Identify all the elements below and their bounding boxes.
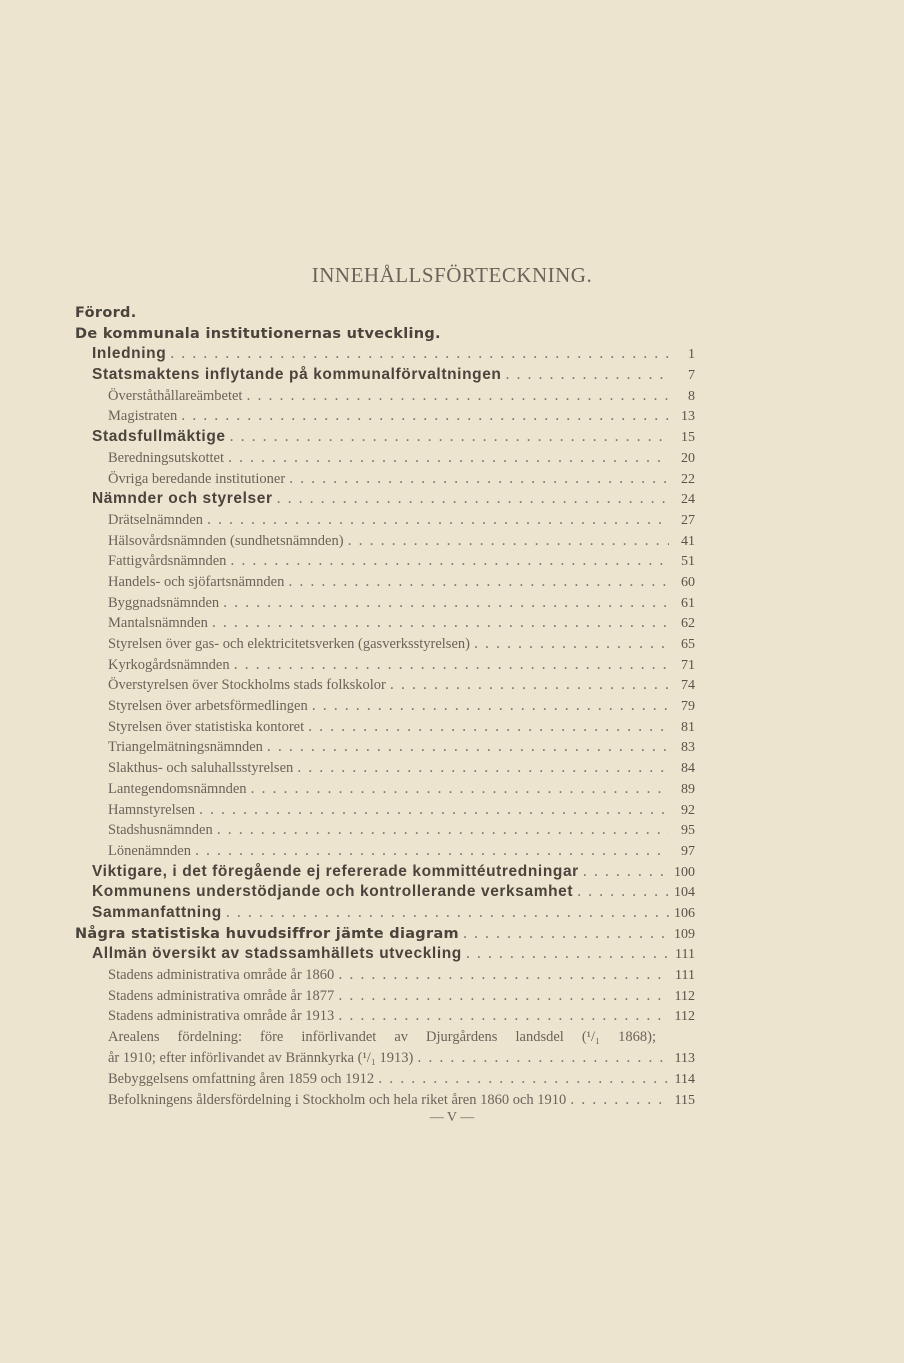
toc-page-number: 27 xyxy=(681,512,695,528)
toc-page-number: 51 xyxy=(681,554,695,570)
page-title: INNEHÅLLSFÖRTECKNING. xyxy=(311,263,593,287)
toc-entry xyxy=(75,448,695,469)
toc-entry xyxy=(75,820,695,841)
toc-entry xyxy=(75,1069,695,1090)
toc-entry-title: Handels- och sjöfartsnämnden xyxy=(108,573,285,590)
toc-page-number: 106 xyxy=(674,905,695,921)
toc-entry xyxy=(75,903,695,924)
toc-entry xyxy=(75,862,695,883)
toc-entry-title: Beredningsutskottet xyxy=(108,449,224,466)
dot-leader xyxy=(226,427,669,448)
toc-entry xyxy=(75,593,695,614)
dot-leader xyxy=(374,1069,669,1090)
dot-leader xyxy=(470,634,669,655)
toc-page-number: 84 xyxy=(681,761,695,777)
toc-page-number: 13 xyxy=(681,409,695,425)
dot-leader xyxy=(203,510,669,531)
toc-entry xyxy=(75,365,695,386)
toc-entry xyxy=(75,1090,695,1111)
toc-entry-title: Hamnstyrelsen xyxy=(108,801,195,818)
toc-entry-title: Lönenämnden xyxy=(108,842,191,859)
toc-page-number: 74 xyxy=(681,678,695,694)
dot-leader xyxy=(273,489,669,510)
dot-leader xyxy=(462,944,669,965)
dot-leader xyxy=(284,572,669,593)
toc-entry xyxy=(75,613,695,634)
toc-page-number: 100 xyxy=(674,864,695,880)
toc-page-number: 111 xyxy=(675,968,695,983)
toc-entry-title: Bebyggelsens omfattning åren 1859 och 1912 xyxy=(108,1071,375,1088)
dot-leader xyxy=(334,1006,669,1027)
toc-page-number: 62 xyxy=(681,616,695,632)
toc-entry xyxy=(75,489,695,510)
toc-page-number: 15 xyxy=(681,430,695,446)
toc-entry xyxy=(75,841,695,862)
toc-entry xyxy=(75,1027,695,1069)
toc-entry-title: Stadens administrativa område år 1877 xyxy=(108,987,335,1004)
toc-entry-title: Stadens administrativa område år 1913 xyxy=(108,1008,335,1025)
toc-entry-title: Några statistiska huvudsiffror jämte diagram xyxy=(75,925,459,942)
page-number-footer: — V — xyxy=(429,1110,475,1125)
toc-page-number: 24 xyxy=(681,492,695,508)
toc-entry xyxy=(75,882,695,903)
toc-entry-title: Slakthus- och saluhallsstyrelsen xyxy=(108,760,294,777)
toc-page-number: 89 xyxy=(681,781,695,797)
toc-entry xyxy=(75,427,695,448)
toc-page-number: 115 xyxy=(674,1093,695,1109)
toc-entry-title: Överstyrelsen över Stockholms stads folkskolor xyxy=(108,677,386,694)
toc-entry-title: Fattigvårdsnämnden xyxy=(108,553,227,570)
toc-entry-title: Byggnadsnämnden xyxy=(108,594,220,611)
toc-entry-title: Styrelsen över statistiska kontoret xyxy=(108,718,305,735)
toc-page-number: 95 xyxy=(681,823,695,839)
toc-entry-title: Arealens fördelning: före införlivandet av Djurgårdens landsdel (¹/₁ 1868); xyxy=(108,1029,656,1046)
toc-page-number: 41 xyxy=(681,533,695,549)
toc-entry xyxy=(75,696,695,717)
dot-leader xyxy=(195,800,669,821)
dot-leader xyxy=(191,841,669,862)
toc-entry-title: Statsmaktens inflytande på kommunalförvaltningen xyxy=(92,366,502,384)
toc-page-number: 1 xyxy=(688,347,695,363)
toc-entry xyxy=(75,551,695,572)
toc-page-number: 109 xyxy=(674,926,695,942)
toc-page-number: 114 xyxy=(674,1072,695,1088)
toc-entry xyxy=(75,531,695,552)
dot-leader xyxy=(263,737,669,758)
toc-entry-title: Nämnder och styrelser xyxy=(92,490,273,508)
toc-entry-title: Kyrkogårdsnämnden xyxy=(108,656,230,673)
toc-page-number: 112 xyxy=(674,988,695,1004)
toc-entry-title: Befolkningens åldersfördelning i Stockholm och hela riket åren 1860 och 1910 xyxy=(108,1092,567,1109)
toc-entry xyxy=(75,924,695,945)
dot-leader xyxy=(224,448,669,469)
toc-entry xyxy=(75,675,695,696)
toc-entry xyxy=(75,986,695,1007)
toc-page-number: 113 xyxy=(674,1050,695,1066)
toc-page-number: 92 xyxy=(681,802,695,818)
dot-leader xyxy=(226,551,669,572)
toc-page-number: 60 xyxy=(681,574,695,590)
toc-page-number: 104 xyxy=(674,885,695,901)
toc-page-number: 83 xyxy=(681,740,695,756)
toc-entry-title: Hälsovårdsnämnden (sundhetsnämnden) xyxy=(108,532,344,549)
toc-entry-title-continued: år 1910; efter införlivandet av Brännkyrka (¹/₁ 1913) xyxy=(108,1049,414,1066)
dot-leader xyxy=(213,820,669,841)
toc-page-number: 97 xyxy=(681,843,695,859)
toc-entry-title: Inledning xyxy=(92,345,167,363)
toc-page-number: 20 xyxy=(681,450,695,466)
toc-entry-title: Stadsfullmäktige xyxy=(92,428,226,446)
dot-leader xyxy=(219,593,669,614)
toc-entry xyxy=(75,717,695,738)
toc-entry xyxy=(75,303,695,324)
toc-entry-title: Förord. xyxy=(75,305,137,321)
dot-leader xyxy=(579,862,669,883)
toc-entry-title: Övriga beredande institutioner xyxy=(108,470,286,487)
toc-entry xyxy=(75,800,695,821)
toc-page-number: 65 xyxy=(681,637,695,652)
dot-leader xyxy=(459,924,669,945)
toc-entry xyxy=(75,944,695,965)
dot-leader xyxy=(304,717,669,738)
toc-entry-title: Lantegendomsnämnden xyxy=(108,780,247,797)
dot-leader xyxy=(285,469,669,490)
table-of-contents xyxy=(75,303,695,1111)
toc-entry xyxy=(75,634,695,655)
dot-leader xyxy=(344,531,669,552)
toc-page-number: 71 xyxy=(681,657,695,673)
toc-entry-title: Magistraten xyxy=(108,408,178,425)
dot-leader xyxy=(386,675,669,696)
toc-entry xyxy=(75,469,695,490)
toc-entry-title: Stadshusnämnden xyxy=(108,822,213,839)
toc-page-number: 112 xyxy=(674,1009,695,1025)
toc-entry xyxy=(75,779,695,800)
toc-entry-title: Styrelsen över gas- och elektricitetsverken (gasverksstyrelsen) xyxy=(108,636,470,652)
toc-page-number: 22 xyxy=(681,471,695,487)
toc-entry xyxy=(75,572,695,593)
dot-leader xyxy=(566,1090,669,1111)
dot-leader xyxy=(242,386,669,407)
dot-leader xyxy=(247,779,669,800)
dot-leader xyxy=(208,613,669,634)
toc-page-number: 8 xyxy=(688,388,695,404)
toc-entry xyxy=(75,344,695,365)
toc-entry-title: De kommunala institutionernas utveckling. xyxy=(75,325,441,342)
dot-leader xyxy=(230,655,669,676)
dot-leader xyxy=(177,406,669,427)
toc-entry-title: Styrelsen över arbetsförmedlingen xyxy=(108,698,308,715)
toc-page-number: 111 xyxy=(675,947,695,963)
dot-leader xyxy=(308,696,669,717)
toc-entry xyxy=(75,406,695,427)
toc-entry-title: Stadens administrativa område år 1860 xyxy=(108,967,335,983)
toc-entry-title: Kommunens understödjande och kontrollerande verksamhet xyxy=(92,883,574,901)
toc-entry-title: Mantalsnämnden xyxy=(108,615,208,632)
toc-entry-title: Överståthållareämbetet xyxy=(108,387,243,404)
toc-page-number: 7 xyxy=(688,368,695,384)
dot-leader xyxy=(293,758,669,779)
toc-page-number: 61 xyxy=(681,595,695,611)
dot-leader xyxy=(222,903,669,924)
toc-page-number: 81 xyxy=(681,719,695,735)
dot-leader xyxy=(413,1048,669,1069)
toc-entry-title: Triangelmätningsnämnden xyxy=(108,739,263,756)
toc-entry xyxy=(75,965,695,986)
toc-entry xyxy=(75,386,695,407)
dot-leader xyxy=(502,365,670,386)
toc-entry-title: Sammanfattning xyxy=(92,903,222,921)
toc-entry-title: Drätselnämnden xyxy=(108,511,204,528)
toc-entry xyxy=(75,655,695,676)
toc-entry xyxy=(75,737,695,758)
dot-leader xyxy=(334,986,669,1007)
toc-entry xyxy=(75,1006,695,1027)
toc-entry xyxy=(75,324,695,345)
dot-leader xyxy=(334,965,669,986)
dot-leader xyxy=(573,882,669,903)
dot-leader xyxy=(166,344,669,365)
toc-entry-title: Viktigare, i det föregående ej refererade kommittéutredningar xyxy=(92,862,579,880)
toc-entry xyxy=(75,510,695,531)
toc-entry xyxy=(75,758,695,779)
toc-page-number: 79 xyxy=(681,699,695,715)
toc-entry-title: Allmän översikt av stadssamhällets utveckling xyxy=(92,945,462,963)
